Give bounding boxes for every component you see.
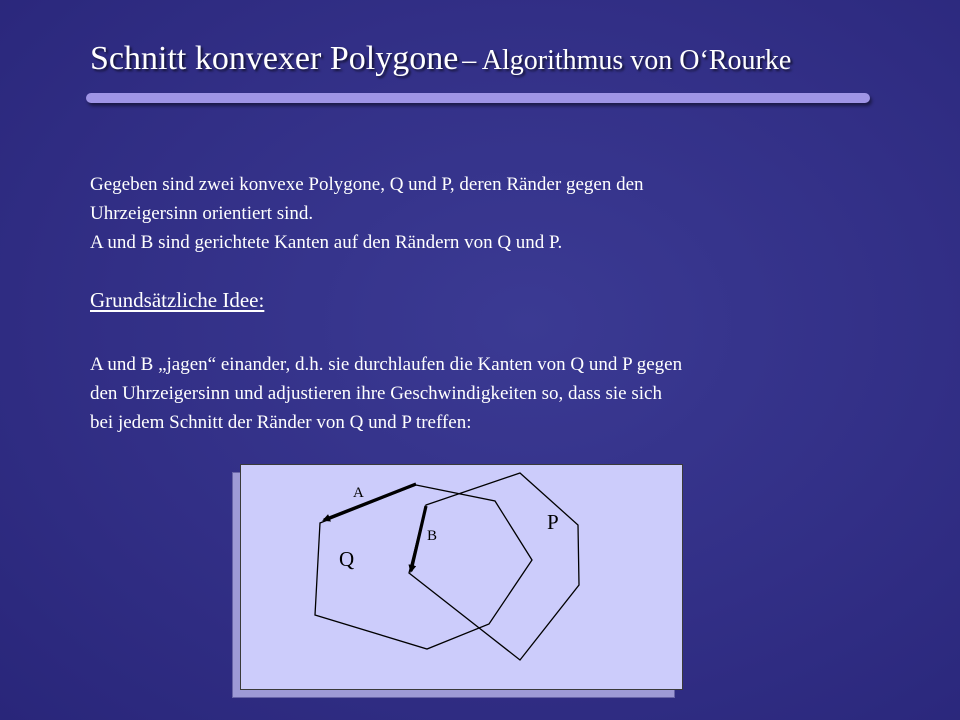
intro-line: Gegeben sind zwei konvexe Polygone, Q und P, deren Ränder gegen den xyxy=(90,174,644,195)
edge-b-arrow xyxy=(411,506,426,571)
section-heading: Grundsätzliche Idee: xyxy=(90,288,265,312)
label-a: A xyxy=(353,485,364,501)
idea-line: den Uhrzeigersinn und adjustieren ihre Geschwindigkeiten so, dass sie sich xyxy=(90,383,662,404)
idea-line: A und B „jagen“ einander, d.h. sie durchlaufen die Kanten von Q und P gegen xyxy=(90,354,683,375)
label-q: Q xyxy=(339,547,355,571)
intro-line: Uhrzeigersinn orientiert sind. xyxy=(90,203,314,224)
title-underline-bar xyxy=(86,93,870,103)
polygon-diagram xyxy=(240,464,683,690)
idea-line: bei jedem Schnitt der Ränder von Q und P treffen: xyxy=(90,412,472,433)
label-b: B xyxy=(427,528,438,544)
intro-paragraph xyxy=(90,170,644,257)
edge-a-arrow xyxy=(324,484,416,520)
title-subtitle: – Algorithmus von O‘Rourke xyxy=(462,45,792,76)
label-p: P xyxy=(547,510,559,534)
title-main: Schnitt konvexer Polygone xyxy=(90,40,459,77)
idea-paragraph xyxy=(90,350,682,437)
slide-title xyxy=(90,40,791,78)
intro-line: A und B sind gerichtete Kanten auf den Rändern von Q und P. xyxy=(90,232,563,253)
